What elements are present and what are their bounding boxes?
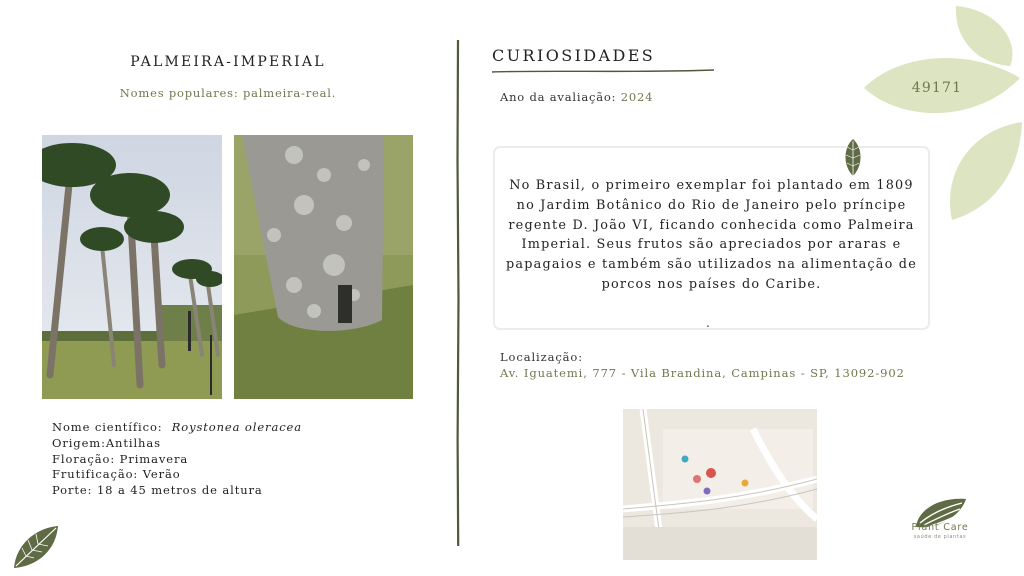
leaf-icon — [843, 138, 863, 178]
scientific-label: Nome científico: — [52, 420, 163, 434]
heading-underline — [492, 68, 714, 74]
year-value: 2024 — [620, 90, 654, 104]
trailing-dot: . — [706, 316, 710, 330]
brand-name: Plant Care — [911, 522, 969, 533]
palm-trunk-photo — [234, 135, 413, 399]
vertical-divider — [454, 40, 462, 546]
popular-names: Nomes populares: palmeira-real. — [119, 86, 337, 100]
plant-title: PALMEIRA-IMPERIAL — [130, 54, 326, 70]
curiosities-heading: CURIOSIDADES — [492, 46, 656, 65]
location-address: Av. Iguatemi, 777 - Vila Brandina, Campinas - SP, 13092-902 — [500, 366, 905, 380]
scientific-name: Roystonea oleracea — [171, 420, 303, 434]
location-label: Localização: — [500, 350, 584, 364]
year-label: Ano da avaliação: — [500, 90, 617, 104]
fruiting: Frutificação: Verão — [52, 467, 181, 482]
scientific-name-line — [52, 420, 302, 436]
brand-tagline: saúde de plantas — [913, 534, 967, 540]
record-id: 49171 — [911, 80, 963, 96]
palm-trees-photo — [42, 135, 222, 399]
flowering: Floração: Primavera — [52, 451, 189, 466]
evaluation-year — [500, 90, 653, 104]
curiosity-text: No Brasil, o primeiro exemplar foi plantado em 1809 no Jardim Botânico do Rio de Janeiro pelo príncipe regente D. João VI, ficando conhecida como Palmeira Imperial. Seus frutos são apreciados por araras e papagaios e também são utilizados na alimentação de porcos nos países do Caribe. — [506, 178, 917, 292]
corner-leaf-icon — [12, 524, 60, 570]
origin: Origem:Antilhas — [52, 435, 161, 450]
plant-specs — [52, 420, 302, 499]
size: Porte: 18 a 45 metros de altura — [52, 483, 263, 498]
location-map[interactable] — [623, 409, 817, 560]
